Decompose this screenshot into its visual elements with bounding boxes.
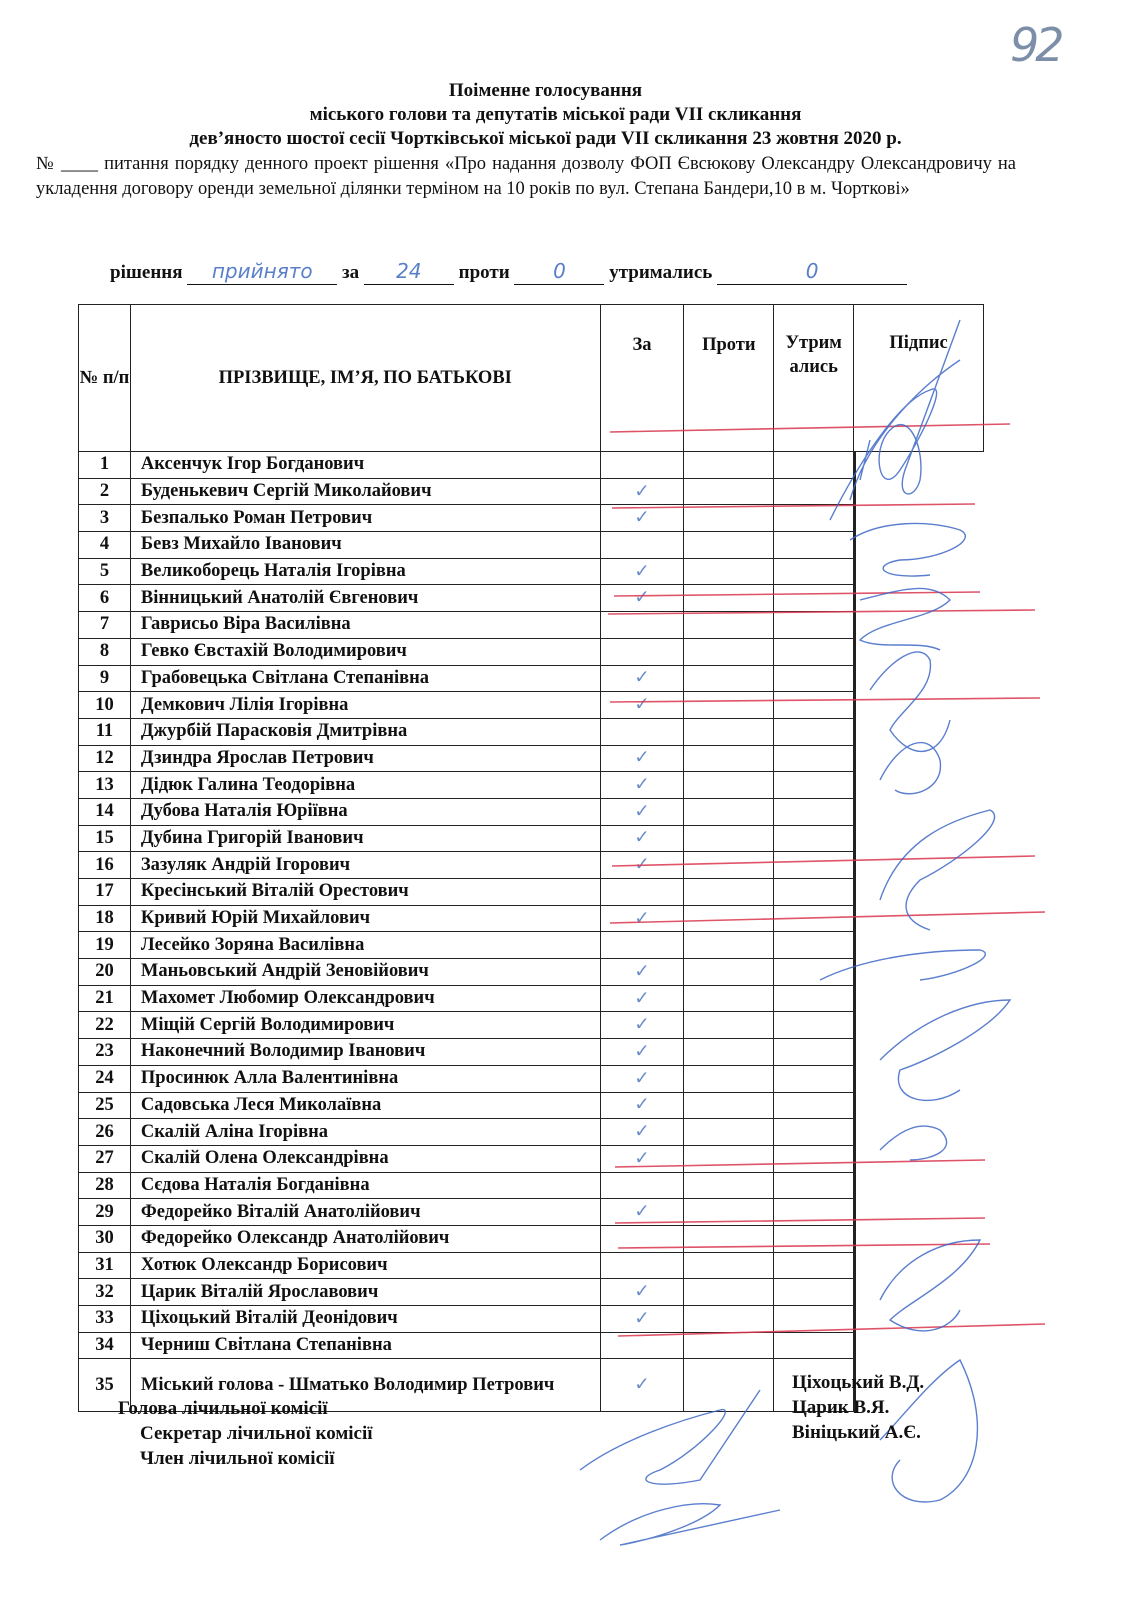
table-row: [79, 505, 984, 532]
against-count: 0: [514, 262, 604, 285]
doc-title: Поіменне голосування: [448, 80, 643, 101]
member-name: Гевко Євстахій Володимирович: [130, 638, 600, 665]
vote-abstained: [774, 1119, 854, 1146]
table-row: [79, 1279, 984, 1306]
member-name: Дзиндра Ярослав Петрович: [130, 745, 600, 772]
row-number: 7: [79, 612, 131, 639]
table-row: [79, 985, 984, 1012]
vote-against: [684, 718, 774, 745]
vote-abstained: [774, 718, 854, 745]
vote-for: [600, 612, 684, 639]
vote-against: [684, 585, 774, 612]
vote-for: ✓: [600, 1199, 684, 1226]
member-name: Сєдова Наталія Богданівна: [130, 1172, 600, 1199]
vote-against: [684, 1332, 774, 1359]
vote-abstained: [774, 452, 854, 479]
row-number: 4: [79, 532, 131, 559]
agenda-item-text: № ____ питання порядку денного проект рішення «Про надання дозволу ФОП Євсюкову Олександру Олександровичу на укладення договору оренди земельної ділянки терміном на 10 років по вул. Степана Бандери,10 в м. Чорткові»: [36, 154, 1016, 199]
vote-abstained: [774, 1199, 854, 1226]
table-row: [79, 558, 984, 585]
member-name: Гаврисьо Віра Василівна: [130, 612, 600, 639]
vote-against: [684, 879, 774, 906]
vote-for: ✓: [600, 1359, 684, 1412]
vote-abstained: [774, 1012, 854, 1039]
vote-abstained: [774, 612, 854, 639]
vote-for: ✓: [600, 1145, 684, 1172]
table-row: [79, 772, 984, 799]
row-number: 12: [79, 745, 131, 772]
decision-label: рішення: [110, 262, 183, 283]
vote-abstained: [774, 665, 854, 692]
row-number: 8: [79, 638, 131, 665]
vote-against: [684, 745, 774, 772]
signature-cell: [854, 985, 856, 1013]
vote-for: ✓: [600, 959, 684, 986]
row-number: 5: [79, 558, 131, 585]
member-name: Грабовецька Світлана Степанівна: [130, 665, 600, 692]
row-number: 24: [79, 1065, 131, 1092]
table-row: [79, 692, 984, 719]
vote-against: [684, 532, 774, 559]
table-row: [79, 798, 984, 825]
table-row: [79, 852, 984, 879]
vote-for: ✓: [600, 692, 684, 719]
doc-subtitle: міського голови та депутатів міської ради VII скликання: [309, 104, 802, 125]
row-number: 17: [79, 879, 131, 906]
vote-abstained: [774, 505, 854, 532]
decision-value: прийнято: [187, 262, 337, 285]
member-name: Великоборець Наталія Ігорівна: [130, 558, 600, 585]
member-name: Безпалько Роман Петрович: [130, 505, 600, 532]
page-number: 92: [1010, 18, 1061, 72]
vote-against: [684, 959, 774, 986]
for-label: за: [342, 262, 360, 283]
vote-for: [600, 879, 684, 906]
vote-for: [600, 1332, 684, 1359]
signature-cell: [854, 1199, 856, 1227]
row-number: 31: [79, 1252, 131, 1279]
vote-abstained: [774, 772, 854, 799]
header-num: № п/п: [79, 305, 131, 452]
member-name: Джурбій Парасковія Дмитрівна: [130, 718, 600, 745]
row-number: 1: [79, 452, 131, 479]
row-number: 29: [79, 1199, 131, 1226]
for-count: 24: [364, 262, 454, 285]
vote-for: ✓: [600, 852, 684, 879]
signature-cell: [854, 585, 856, 613]
vote-for: ✓: [600, 772, 684, 799]
vote-for: ✓: [600, 1012, 684, 1039]
vote-against: [684, 1279, 774, 1306]
member-name: Вінницький Анатолій Євгенович: [130, 585, 600, 612]
member-name: Махомет Любомир Олександрович: [130, 985, 600, 1012]
name-secretary: Царик В.Я.: [792, 1397, 890, 1418]
table-row: [79, 1332, 984, 1359]
row-number: 2: [79, 478, 131, 505]
table-row: [79, 825, 984, 852]
row-number: 14: [79, 798, 131, 825]
member-name: Демкович Лілія Ігорівна: [130, 692, 600, 719]
vote-abstained: [774, 692, 854, 719]
row-number: 20: [79, 959, 131, 986]
vote-against: [684, 772, 774, 799]
vote-table: [78, 304, 984, 1412]
member-name: Бевз Михайло Іванович: [130, 532, 600, 559]
name-member: Вініцький А.Є.: [792, 1422, 921, 1443]
vote-abstained: [774, 585, 854, 612]
vote-against: [684, 478, 774, 505]
vote-against: [684, 1092, 774, 1119]
role-head: Голова лічильної комісії: [118, 1398, 328, 1419]
role-member: Член лічильної комісії: [140, 1448, 335, 1469]
table-row: [79, 478, 984, 505]
signature-cell: [854, 1065, 856, 1093]
vote-against: [684, 1252, 774, 1279]
signature-cell: [854, 798, 856, 826]
header-name: ПРІЗВИЩЕ, ІМ’Я, ПО БАТЬКОВІ: [130, 305, 600, 452]
member-name: Наконечний Володимир Іванович: [130, 1039, 600, 1066]
member-name: Хотюк Олександр Борисович: [130, 1252, 600, 1279]
member-name: Буденькевич Сергій Миколайович: [130, 478, 600, 505]
vote-against: [684, 505, 774, 532]
vote-against: [684, 1199, 774, 1226]
vote-for: ✓: [600, 478, 684, 505]
signature-cell: [854, 1306, 856, 1334]
signature-cell: [854, 1145, 856, 1173]
row-number: 10: [79, 692, 131, 719]
role-secretary: Секретар лічильної комісії: [140, 1423, 373, 1444]
vote-against: [684, 852, 774, 879]
table-row: [79, 718, 984, 745]
signature-cell: [854, 1172, 856, 1200]
vote-abstained: [774, 1279, 854, 1306]
row-number: 16: [79, 852, 131, 879]
row-number: 11: [79, 718, 131, 745]
vote-against: [684, 1225, 774, 1252]
signature-cell: [854, 638, 856, 666]
signature-cell: [854, 1119, 856, 1147]
vote-abstained: [774, 1039, 854, 1066]
table-row: [79, 1065, 984, 1092]
vote-abstained: [774, 1252, 854, 1279]
table-row: [79, 1012, 984, 1039]
row-number: 26: [79, 1119, 131, 1146]
table-row: [79, 745, 984, 772]
vote-against: [684, 692, 774, 719]
vote-against: [684, 798, 774, 825]
vote-for: [600, 638, 684, 665]
signature-cell: [854, 932, 856, 960]
table-row: [79, 1252, 984, 1279]
row-number: 32: [79, 1279, 131, 1306]
member-name: Просинюк Алла Валентинівна: [130, 1065, 600, 1092]
vote-abstained: [774, 1172, 854, 1199]
row-number: 15: [79, 825, 131, 852]
member-name: Лесейко Зоряна Василівна: [130, 932, 600, 959]
member-name: Черниш Світлана Степанівна: [130, 1332, 600, 1359]
member-name: Скалій Аліна Ігорівна: [130, 1119, 600, 1146]
vote-against: [684, 1012, 774, 1039]
table-row: [79, 879, 984, 906]
row-number: 13: [79, 772, 131, 799]
row-number: 19: [79, 932, 131, 959]
table-row: [79, 1306, 984, 1333]
vote-for: ✓: [600, 798, 684, 825]
signature-cell: [854, 1012, 856, 1040]
signature-cell: [854, 825, 856, 853]
member-name: Скалій Олена Олександрівна: [130, 1145, 600, 1172]
member-name: Міщій Сергій Володимирович: [130, 1012, 600, 1039]
vote-abstained: [774, 532, 854, 559]
doc-session: дев’яносто шостої сесії Чортківської міської ради VII скликання 23 жовтня 2020 р.: [189, 128, 902, 149]
vote-for: ✓: [600, 505, 684, 532]
signature-cell: [854, 692, 856, 720]
signature-cell: [854, 718, 856, 746]
vote-for: ✓: [600, 745, 684, 772]
signature-cell: [854, 1332, 856, 1360]
vote-against: [684, 985, 774, 1012]
row-number: 28: [79, 1172, 131, 1199]
member-name: Аксенчук Ігор Богданович: [130, 452, 600, 479]
vote-abstained: [774, 1065, 854, 1092]
table-row: [79, 612, 984, 639]
member-name: Федорейко Віталій Анатолійович: [130, 1199, 600, 1226]
row-number: 33: [79, 1306, 131, 1333]
member-name: Дідюк Галина Теодорівна: [130, 772, 600, 799]
vote-for: ✓: [600, 1119, 684, 1146]
row-number: 3: [79, 505, 131, 532]
row-number: 6: [79, 585, 131, 612]
table-row: [79, 1145, 984, 1172]
vote-against: [684, 452, 774, 479]
member-name: Садовська Леся Миколаївна: [130, 1092, 600, 1119]
vote-against: [684, 932, 774, 959]
vote-for: ✓: [600, 825, 684, 852]
commission-names: [792, 1370, 924, 1445]
member-name: Кресінський Віталій Орестович: [130, 879, 600, 906]
vote-for: ✓: [600, 558, 684, 585]
signature-cell: [854, 1279, 856, 1307]
vote-abstained: [774, 745, 854, 772]
member-name: Дубина Григорій Іванович: [130, 825, 600, 852]
member-name: Дубова Наталія Юріївна: [130, 798, 600, 825]
header-signature: Підпис: [854, 305, 984, 452]
member-name: Зазуляк Андрій Ігорович: [130, 852, 600, 879]
vote-for: ✓: [600, 1039, 684, 1066]
signature-cell: [854, 478, 856, 506]
signature-cell: [854, 852, 856, 880]
vote-abstained: [774, 879, 854, 906]
vote-abstained: [774, 478, 854, 505]
row-number: 30: [79, 1225, 131, 1252]
vote-against: [684, 1172, 774, 1199]
vote-for: [600, 532, 684, 559]
signature-cell: [854, 612, 856, 640]
signature-cell: [854, 1225, 856, 1253]
table-row: [79, 1119, 984, 1146]
table-row: [79, 1199, 984, 1226]
vote-abstained: [774, 959, 854, 986]
table-row: [79, 905, 984, 932]
abstained-count: 0: [717, 262, 907, 285]
vote-for: ✓: [600, 665, 684, 692]
signature-cell: [854, 959, 856, 987]
vote-abstained: [774, 985, 854, 1012]
row-number: 23: [79, 1039, 131, 1066]
signature-cell: [854, 1092, 856, 1120]
vote-abstained: [774, 1092, 854, 1119]
vote-against: [684, 612, 774, 639]
member-name: Міський голова - Шматько Володимир Петрович: [130, 1359, 600, 1412]
table-header-row: [79, 305, 984, 452]
signature-cell: [854, 532, 856, 560]
vote-for: ✓: [600, 905, 684, 932]
table-row: [79, 1039, 984, 1066]
vote-for: ✓: [600, 1279, 684, 1306]
signature-cell: [854, 1252, 856, 1280]
decision-line: [110, 259, 907, 285]
vote-against: [684, 1119, 774, 1146]
signature-cell: [854, 558, 856, 586]
vote-against: [684, 1359, 774, 1412]
row-number: 22: [79, 1012, 131, 1039]
member-name: Кривий Юрій Михайлович: [130, 905, 600, 932]
vote-against: [684, 1065, 774, 1092]
name-head: Ціхоцький В.Д.: [792, 1372, 925, 1393]
table-row: [79, 932, 984, 959]
vote-abstained: [774, 1306, 854, 1333]
row-number: 35: [79, 1359, 131, 1412]
vote-for: [600, 718, 684, 745]
vote-against: [684, 665, 774, 692]
row-number: 18: [79, 905, 131, 932]
vote-abstained: [774, 638, 854, 665]
vote-for: [600, 1172, 684, 1199]
vote-for: [600, 932, 684, 959]
row-number: 25: [79, 1092, 131, 1119]
signature-cell: [854, 745, 856, 773]
vote-for: ✓: [600, 1065, 684, 1092]
row-number: 21: [79, 985, 131, 1012]
vote-abstained: [774, 558, 854, 585]
vote-abstained: [774, 798, 854, 825]
signature-cell: [854, 452, 856, 480]
table-row: [79, 665, 984, 692]
table-row: [79, 959, 984, 986]
vote-abstained: [774, 852, 854, 879]
vote-for: ✓: [600, 1306, 684, 1333]
member-name: Федорейко Олександр Анатолійович: [130, 1225, 600, 1252]
vote-against: [684, 905, 774, 932]
vote-abstained: [774, 1145, 854, 1172]
vote-against: [684, 638, 774, 665]
table-row: [79, 452, 984, 479]
vote-for: [600, 1252, 684, 1279]
row-number: 27: [79, 1145, 131, 1172]
vote-against: [684, 1306, 774, 1333]
header-for: За: [600, 305, 684, 452]
vote-for: [600, 1225, 684, 1252]
commission-roles: [118, 1396, 373, 1471]
signature-cell: [854, 505, 856, 533]
abstained-label: утримались: [609, 262, 713, 283]
signature-cell: [854, 905, 856, 933]
vote-abstained: [774, 1225, 854, 1252]
table-row: [79, 1172, 984, 1199]
against-label: проти: [458, 262, 510, 283]
vote-abstained: [774, 825, 854, 852]
signature-cell: [854, 879, 856, 907]
member-name: Ціхоцький Віталій Деонідович: [130, 1306, 600, 1333]
row-number: 9: [79, 665, 131, 692]
signature-cell: [854, 1039, 856, 1067]
signature-cell: [854, 772, 856, 800]
vote-for: ✓: [600, 1092, 684, 1119]
table-row: [79, 1092, 984, 1119]
header-against: Проти: [684, 305, 774, 452]
member-name: Маньовський Андрій Зеновійович: [130, 959, 600, 986]
row-number: 34: [79, 1332, 131, 1359]
table-row: [79, 585, 984, 612]
vote-for: ✓: [600, 985, 684, 1012]
vote-abstained: [774, 1332, 854, 1359]
vote-against: [684, 825, 774, 852]
vote-against: [684, 1039, 774, 1066]
vote-for: [600, 452, 684, 479]
vote-for: ✓: [600, 585, 684, 612]
signature-cell: [854, 665, 856, 693]
vote-abstained: [774, 932, 854, 959]
member-name: Царик Віталій Ярославович: [130, 1279, 600, 1306]
vote-abstained: [774, 905, 854, 932]
vote-against: [684, 558, 774, 585]
vote-against: [684, 1145, 774, 1172]
table-row: [79, 532, 984, 559]
table-row: [79, 1225, 984, 1252]
header-abstained: Утримались: [774, 305, 854, 452]
table-row: [79, 638, 984, 665]
